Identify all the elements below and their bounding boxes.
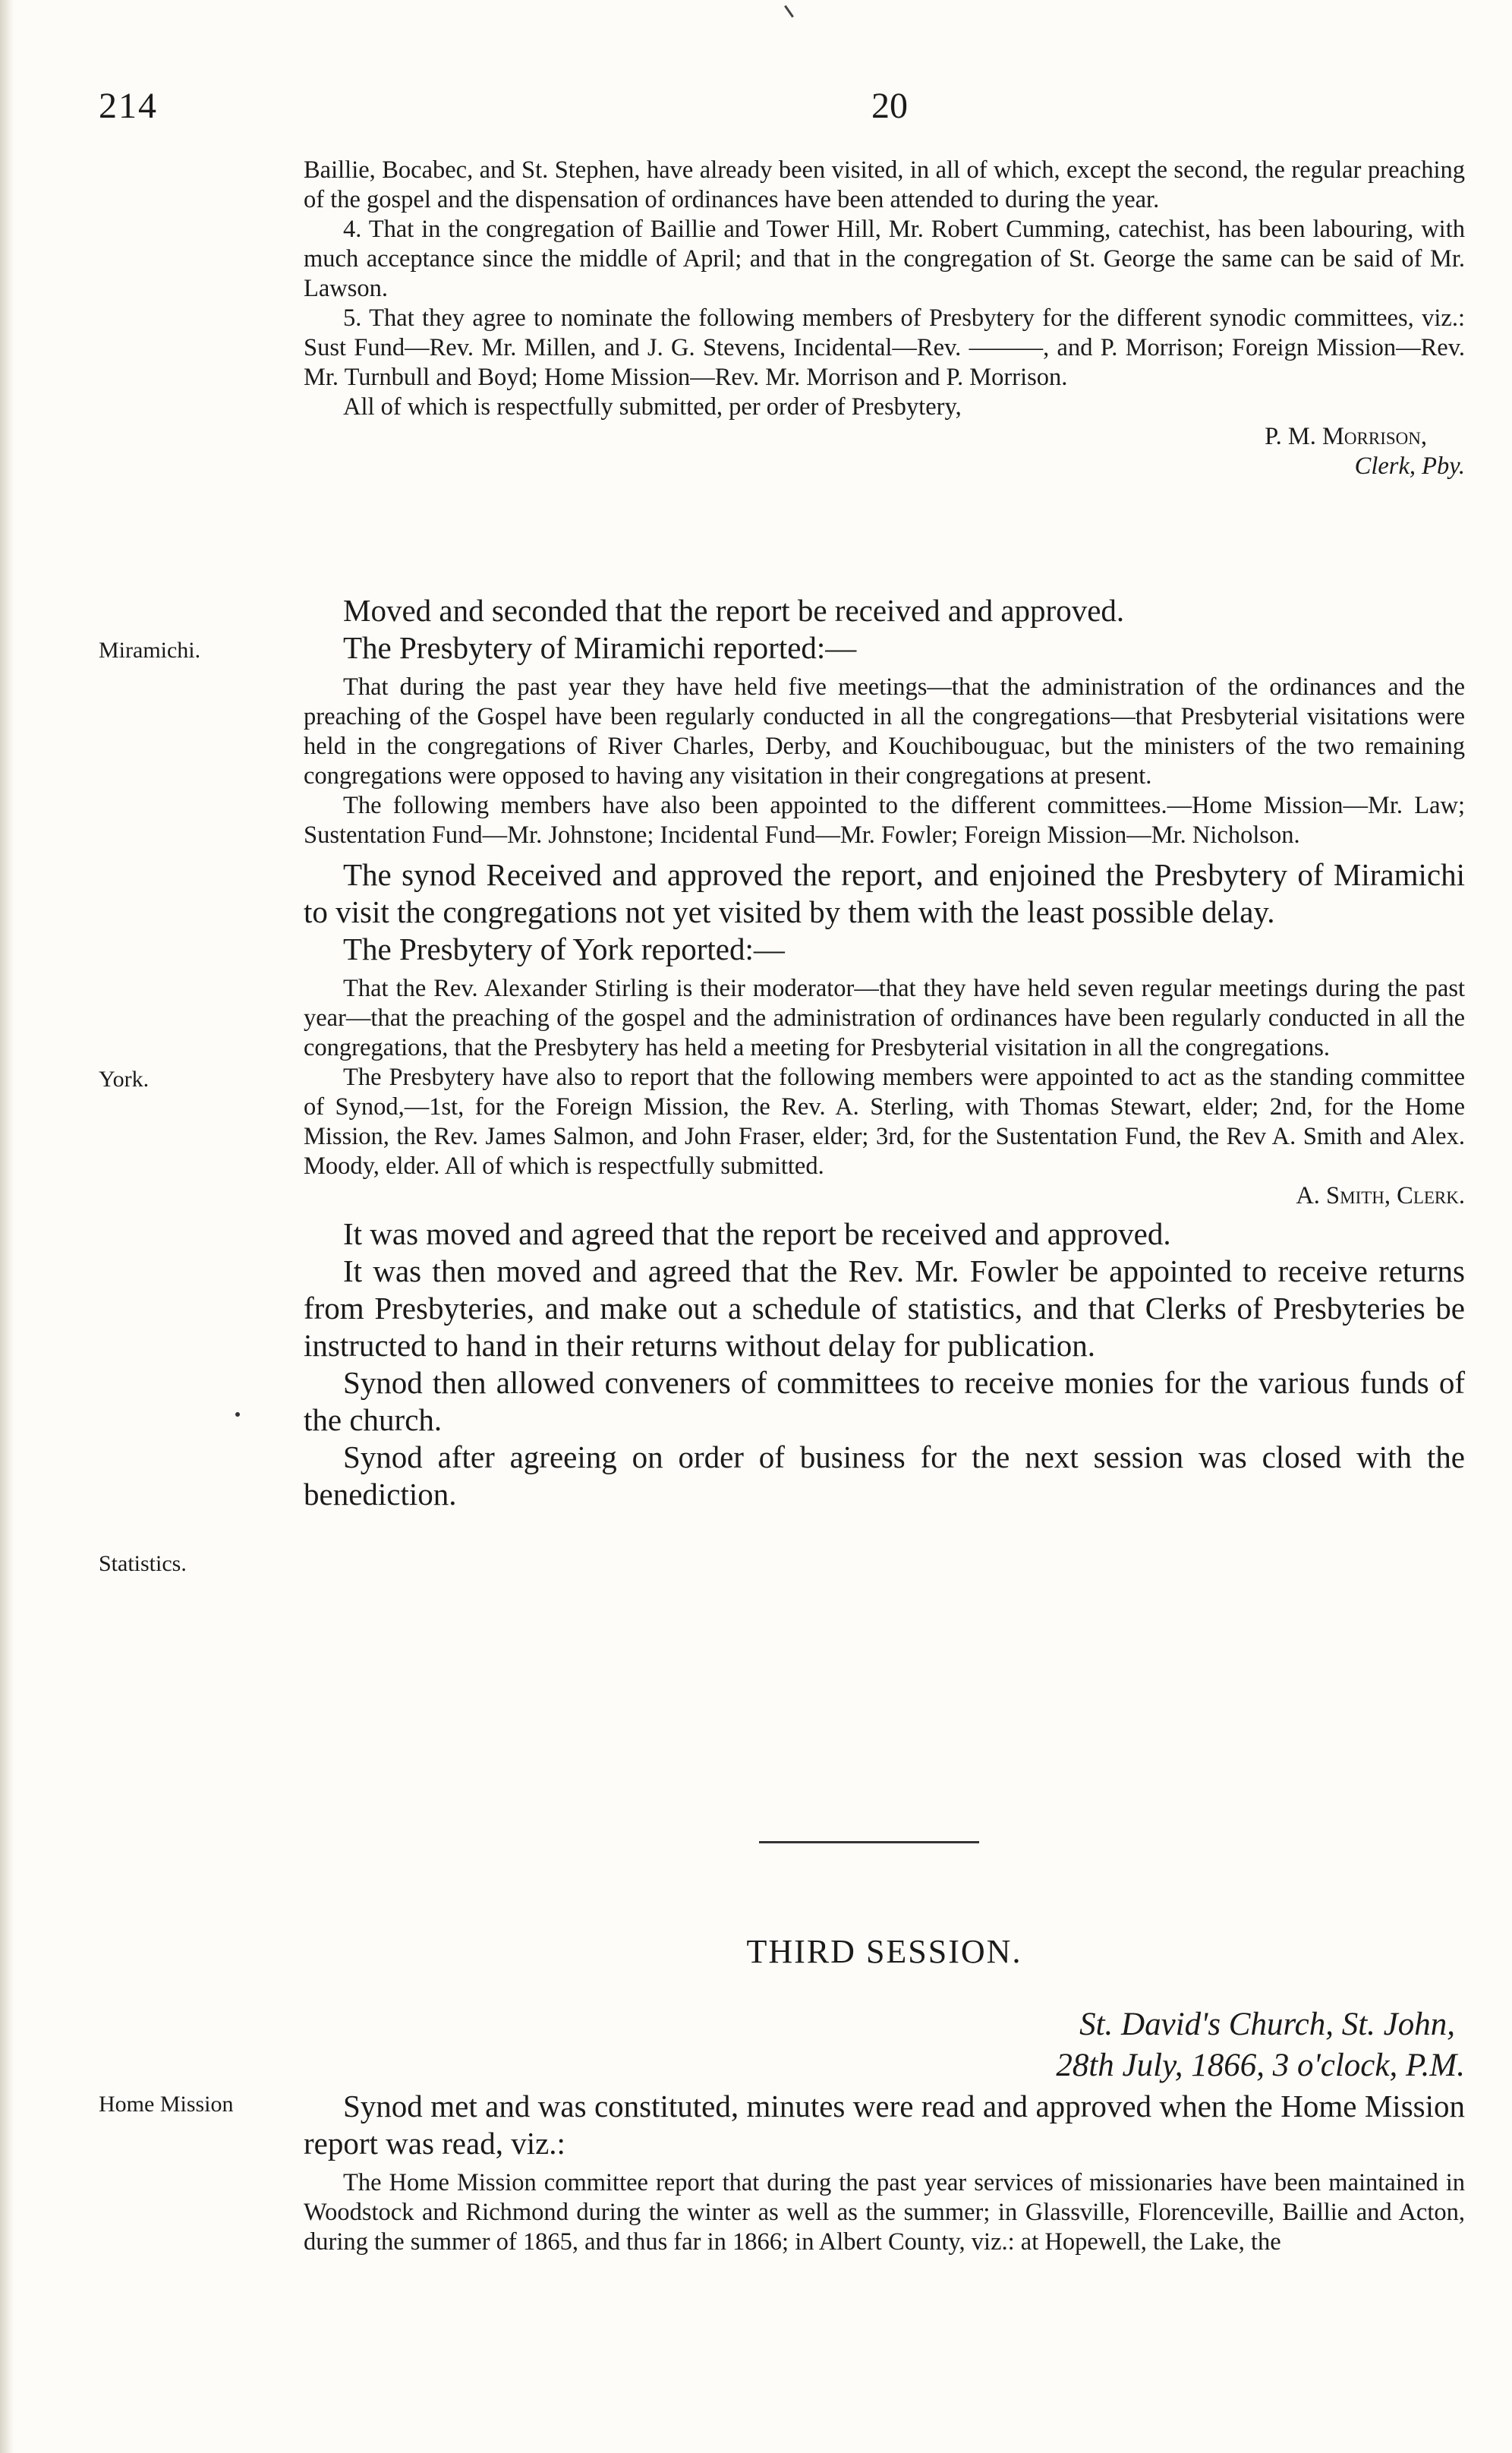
paragraph: The Presbytery have also to report that the following members were appointed to act as the standing committee of Synod,—1st, for the Foreign Mission, the Rev. A. Sterling, with Thomas Stewart, elder; 2nd, for the Home Mission, the Rev. James Salmon, and John Fraser, elder; 3rd, for the Sustentation Fund, the Rev A. Smith and Alex. Moody, elder. All of which is respectfully submitted. [304,1064,1465,1180]
ink-dot [235,1412,240,1417]
page-number: 20 [871,86,908,126]
paragraph: All of which is respectfully submitted, per order of Presbytery, [343,393,962,421]
miramichi-section [304,592,1465,1513]
signature-title: Clerk, Pby. [1354,452,1465,480]
signature: A. Smith, Clerk. [1296,1182,1465,1209]
paragraph: Synod then allowed conveners of committees to receive monies for the various funds of the church. [304,1365,1465,1437]
paragraph: The synod Received and approved the report, and enjoined the Presbytery of Miramichi to visit the congregations not yet visited by them with the least possible delay. [304,857,1465,929]
paragraph: 5. That they agree to nominate the following members of Presbytery for the different synodic committees, viz.: Sust Fund—Rev. Mr. Millen, and J. G. Stevens, Incidental—Rev. ———, and P. Morrison; Foreign Mission—Rev. Mr. Turnbull and Boyd; Home Mission—Rev. Mr. Morrison and P. Morrison. [304,304,1465,391]
section-heading: The Presbytery of York reported:— [343,932,785,966]
margin-note-home-mission: Home Mission [99,2092,234,2117]
session-place: St. David's Church, St. John, [1079,2007,1455,2042]
session-date: 28th July, 1866, 3 o'clock, P.M. [1056,2048,1465,2083]
paragraph: It was then moved and agreed that the Rev. Mr. Fowler be appointed to receive returns from Presbyteries, and make out a schedule of statistics, and that Clerks of Presbyteries be instructed to hand in their returns without delay for publication. [304,1253,1465,1363]
page-edge-shadow [0,0,14,2453]
paragraph: Baillie, Bocabec, and St. Stephen, have already been visited, in all of which, except the second, the regular preaching of the gospel and the dispensation of ordinances have been attended to during the year. [304,156,1465,213]
report-continuation [304,156,1465,481]
paragraph: That the Rev. Alexander Stirling is their moderator—that they have held seven regular meetings during the past year—that the preaching of the gospel and the administration of ordinances have been regularly conducted in all the congregations, that the Presbytery has held a meeting for Presbyterial visitation in all the congregations. [304,975,1465,1061]
third-session-body [304,2088,1465,2257]
session-heading: THIRD SESSION. [746,1933,1022,1970]
paragraph: Synod after agreeing on order of business for the next session was closed with the benediction. [304,1439,1465,1512]
paragraph: The following members have also been appointed to the different committees.—Home Mission—Mr. Law; Sustentation Fund—Mr. Johnstone; Incidental Fund—Mr. Fowler; Foreign Mission—Mr. Nicholson. [304,792,1465,849]
paragraph: Synod met and was constituted, minutes were read and approved when the Home Mission report was read, viz.: [304,2089,1465,2161]
folio-left: 214 [99,86,158,126]
section-divider [759,1841,979,1843]
margin-note-statistics: Statistics. [99,1551,187,1576]
section-heading: The Presbytery of Miramichi reported:— [343,630,857,665]
signature-name: P. M. Morrison, [1265,423,1427,450]
paragraph: That during the past year they have held five meetings—that the administration of the ordinances and the preaching of the Gospel have been regularly conducted in all the congregations—that Presbyterial visitations were held in the congregations of River Charles, Derby, and Kouchibouguac, but the ministers of the two remaining congregations were opposed to having any visitation in their congregations at present. [304,673,1465,790]
margin-note-miramichi: Miramichi. [99,638,201,663]
margin-note-york: York. [99,1067,150,1092]
paragraph: The Home Mission committee report that during the past year services of missionaries have been maintained in Woodstock and Richmond during the winter as well as the summer; in Glassville, Florenceville, Baillie and Acton, during the summer of 1865, and thus far in 1866; in Albert County, viz.: at Hopewell, the Lake, the [304,2169,1465,2256]
paragraph: 4. That in the congregation of Baillie and Tower Hill, Mr. Robert Cumming, catechist, has been labouring, with much acceptance since the middle of April; and that in the congregation of St. George the same can be said of Mr. Lawson. [304,216,1465,302]
motion-text: Moved and seconded that the report be received and approved. [343,593,1125,628]
page-mark [784,5,794,17]
paragraph: It was moved and agreed that the report be received and approved. [343,1216,1171,1251]
